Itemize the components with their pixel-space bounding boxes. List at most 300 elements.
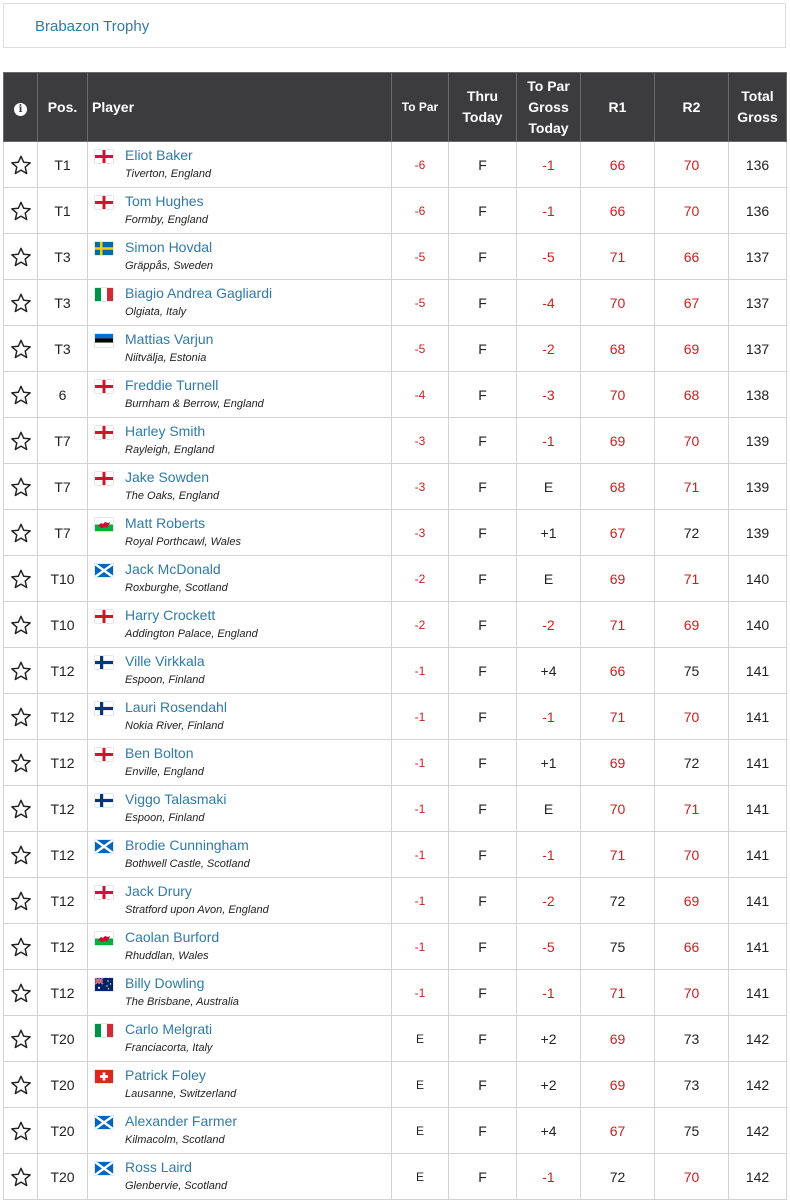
round-2: 75 <box>655 648 729 694</box>
player-club: Gräppås, Sweden <box>125 260 214 272</box>
header-thru-today[interactable] <box>449 73 517 142</box>
player-cell <box>88 970 392 1016</box>
total-gross: 140 <box>729 602 787 648</box>
favorite-cell[interactable] <box>4 970 38 1016</box>
to-par: -6 <box>392 142 449 188</box>
player-row[interactable] <box>4 832 787 878</box>
header-r2[interactable]: R2 <box>655 73 729 142</box>
player-name[interactable]: Matt Roberts <box>125 515 206 531</box>
favorite-cell[interactable] <box>4 326 38 372</box>
round-1: 75 <box>581 924 655 970</box>
total-gross: 142 <box>729 1108 787 1154</box>
favorite-cell[interactable] <box>4 1154 38 1200</box>
player-row[interactable] <box>4 924 787 970</box>
player-cell <box>88 418 392 464</box>
to-par: -1 <box>392 786 449 832</box>
estonia-flag-icon <box>95 334 113 347</box>
thru-today: F <box>449 832 517 878</box>
to-par-gross-today: -2 <box>517 602 581 648</box>
australia-flag-icon <box>95 978 113 991</box>
header-thru-line2: Today <box>462 109 503 125</box>
player-row[interactable] <box>4 1108 787 1154</box>
favorite-cell[interactable] <box>4 786 38 832</box>
player-club: Kilmacolm, Scotland <box>125 1134 225 1146</box>
leaderboard-table <box>3 72 787 1200</box>
round-2: 71 <box>655 786 729 832</box>
round-1: 67 <box>581 510 655 556</box>
player-name[interactable]: Billy Dowling <box>125 975 205 991</box>
favorite-cell[interactable] <box>4 142 38 188</box>
player-row[interactable] <box>4 418 787 464</box>
star-icon[interactable] <box>10 890 32 912</box>
to-par: E <box>392 1016 449 1062</box>
to-par-gross-today: -4 <box>517 280 581 326</box>
to-par-gross-today: +4 <box>517 648 581 694</box>
round-2: 68 <box>655 372 729 418</box>
round-2: 72 <box>655 510 729 556</box>
position: T20 <box>38 1016 88 1062</box>
thru-today: F <box>449 648 517 694</box>
round-1: 69 <box>581 1062 655 1108</box>
thru-today: F <box>449 280 517 326</box>
player-name[interactable]: Jack McDonald <box>125 561 221 577</box>
total-gross: 139 <box>729 464 787 510</box>
header-r1[interactable]: R1 <box>581 73 655 142</box>
position: T1 <box>38 142 88 188</box>
player-cell <box>88 234 392 280</box>
total-gross: 141 <box>729 740 787 786</box>
favorite-cell[interactable] <box>4 234 38 280</box>
player-club: Royal Porthcawl, Wales <box>125 536 241 548</box>
player-name[interactable]: Harry Crockett <box>125 607 216 623</box>
position: T10 <box>38 556 88 602</box>
player-name[interactable]: Ross Laird <box>125 1159 192 1175</box>
player-cell <box>88 740 392 786</box>
player-cell <box>88 924 392 970</box>
to-par-gross-today: -5 <box>517 234 581 280</box>
thru-today: F <box>449 602 517 648</box>
player-club: Tiverton, England <box>125 168 212 180</box>
thru-today: F <box>449 740 517 786</box>
player-cell <box>88 832 392 878</box>
sweden-flag-icon <box>95 242 113 255</box>
to-par: -1 <box>392 832 449 878</box>
round-2: 73 <box>655 1016 729 1062</box>
star-icon[interactable] <box>10 660 32 682</box>
player-club: Nokia River, Finland <box>125 720 224 732</box>
favorite-cell[interactable] <box>4 280 38 326</box>
player-row[interactable] <box>4 1016 787 1062</box>
star-icon[interactable] <box>10 798 32 820</box>
player-name[interactable]: Carlo Melgrati <box>125 1021 213 1037</box>
player-name[interactable]: Freddie Turnell <box>125 377 219 393</box>
star-icon[interactable] <box>10 568 32 590</box>
player-row[interactable] <box>4 372 787 418</box>
header-total-line2: Gross <box>737 109 778 125</box>
thru-today: F <box>449 372 517 418</box>
to-par: -2 <box>392 556 449 602</box>
star-icon[interactable] <box>10 338 32 360</box>
total-gross: 139 <box>729 418 787 464</box>
player-club: Enville, England <box>125 766 204 778</box>
total-gross: 136 <box>729 142 787 188</box>
total-gross: 141 <box>729 832 787 878</box>
player-row[interactable] <box>4 970 787 1016</box>
star-icon[interactable] <box>10 614 32 636</box>
total-gross: 141 <box>729 648 787 694</box>
favorite-cell[interactable] <box>4 740 38 786</box>
to-par: E <box>392 1108 449 1154</box>
player-row[interactable] <box>4 602 787 648</box>
total-gross: 142 <box>729 1154 787 1200</box>
player-club: Bothwell Castle, Scotland <box>125 858 250 870</box>
round-1: 71 <box>581 234 655 280</box>
total-gross: 142 <box>729 1016 787 1062</box>
position: T20 <box>38 1062 88 1108</box>
to-par-gross-today: -5 <box>517 924 581 970</box>
player-row[interactable] <box>4 234 787 280</box>
favorite-cell[interactable] <box>4 1016 38 1062</box>
round-2: 70 <box>655 970 729 1016</box>
round-1: 66 <box>581 188 655 234</box>
player-club: Lausanne, Switzerland <box>125 1088 237 1100</box>
position: T1 <box>38 188 88 234</box>
header-gross-line1: To Par <box>527 77 570 94</box>
star-icon[interactable] <box>10 844 32 866</box>
header-total-line1: Total <box>741 88 774 104</box>
round-2: 69 <box>655 602 729 648</box>
to-par: E <box>392 1154 449 1200</box>
player-row[interactable] <box>4 188 787 234</box>
thru-today: F <box>449 464 517 510</box>
player-name[interactable]: Lauri Rosendahl <box>125 699 227 715</box>
favorite-cell[interactable] <box>4 1062 38 1108</box>
star-icon[interactable] <box>10 1166 32 1188</box>
player-name[interactable]: Tom Hughes <box>125 193 204 209</box>
round-1: 69 <box>581 740 655 786</box>
round-2: 70 <box>655 832 729 878</box>
thru-today: F <box>449 142 517 188</box>
player-club: The Brisbane, Australia <box>125 996 239 1008</box>
to-par-gross-today: +2 <box>517 1016 581 1062</box>
favorite-cell[interactable] <box>4 878 38 924</box>
position: T12 <box>38 694 88 740</box>
scotland-flag-icon <box>95 840 113 853</box>
player-cell <box>88 142 392 188</box>
to-par-gross-today: -1 <box>517 188 581 234</box>
player-club: Addington Palace, England <box>125 628 258 640</box>
position: T7 <box>38 510 88 556</box>
total-gross: 141 <box>729 924 787 970</box>
to-par-gross-today: -1 <box>517 832 581 878</box>
favorite-cell[interactable] <box>4 418 38 464</box>
thru-today: F <box>449 188 517 234</box>
position: T12 <box>38 878 88 924</box>
position: T3 <box>38 280 88 326</box>
thru-today: F <box>449 556 517 602</box>
favorite-cell[interactable] <box>4 832 38 878</box>
player-club: Rayleigh, England <box>125 444 215 456</box>
scotland-flag-icon <box>95 1116 113 1129</box>
player-cell <box>88 326 392 372</box>
player-club: Espoon, Finland <box>125 674 205 686</box>
round-1: 69 <box>581 556 655 602</box>
player-row[interactable] <box>4 1062 787 1108</box>
player-row[interactable] <box>4 740 787 786</box>
player-row[interactable] <box>4 878 787 924</box>
favorite-cell[interactable] <box>4 648 38 694</box>
player-name[interactable]: Brodie Cunningham <box>125 837 249 853</box>
england-flag-icon <box>95 196 113 209</box>
header-pos[interactable]: Pos. <box>38 73 88 142</box>
round-2: 71 <box>655 556 729 602</box>
player-club: Burnham & Berrow, England <box>125 398 264 410</box>
player-name[interactable]: Ville Virkkala <box>125 653 205 669</box>
to-par: -4 <box>392 372 449 418</box>
player-name[interactable]: Jack Drury <box>125 883 192 899</box>
star-icon[interactable] <box>10 1120 32 1142</box>
player-row[interactable] <box>4 464 787 510</box>
header-info[interactable] <box>4 73 38 142</box>
round-1: 71 <box>581 970 655 1016</box>
thru-today: F <box>449 1062 517 1108</box>
round-1: 68 <box>581 464 655 510</box>
to-par: E <box>392 1062 449 1108</box>
to-par-gross-today: -2 <box>517 326 581 372</box>
header-gross-today[interactable] <box>517 73 581 142</box>
switzerland-flag-icon <box>95 1070 113 1083</box>
player-club: Roxburghe, Scotland <box>125 582 228 594</box>
england-flag-icon <box>95 748 113 761</box>
player-club: Formby, England <box>125 214 208 226</box>
total-gross: 136 <box>729 188 787 234</box>
player-row[interactable] <box>4 556 787 602</box>
round-1: 69 <box>581 418 655 464</box>
to-par-gross-today: +2 <box>517 1062 581 1108</box>
star-icon[interactable] <box>10 476 32 498</box>
position: T12 <box>38 786 88 832</box>
competition-title[interactable]: Brabazon Trophy <box>35 18 150 35</box>
finland-flag-icon <box>95 702 113 715</box>
player-cell <box>88 602 392 648</box>
position: T12 <box>38 648 88 694</box>
player-club: Franciacorta, Italy <box>125 1042 213 1054</box>
round-2: 70 <box>655 142 729 188</box>
favorite-cell[interactable] <box>4 924 38 970</box>
thru-today: F <box>449 786 517 832</box>
thru-today: F <box>449 924 517 970</box>
position: T20 <box>38 1108 88 1154</box>
round-1: 71 <box>581 832 655 878</box>
star-icon[interactable] <box>10 522 32 544</box>
total-gross: 141 <box>729 694 787 740</box>
round-2: 70 <box>655 694 729 740</box>
favorite-cell[interactable] <box>4 1108 38 1154</box>
star-icon[interactable] <box>10 752 32 774</box>
total-gross: 141 <box>729 970 787 1016</box>
to-par-gross-today: -1 <box>517 1154 581 1200</box>
round-2: 66 <box>655 924 729 970</box>
header-gross-line2: Gross <box>528 98 569 115</box>
position: 6 <box>38 372 88 418</box>
player-cell <box>88 510 392 556</box>
round-1: 70 <box>581 786 655 832</box>
player-row[interactable] <box>4 1154 787 1200</box>
to-par-gross-today: E <box>517 556 581 602</box>
position: T12 <box>38 924 88 970</box>
header-gross-line3: Today <box>528 119 569 136</box>
player-cell <box>88 556 392 602</box>
to-par-gross-today: -1 <box>517 142 581 188</box>
player-cell <box>88 786 392 832</box>
to-par-gross-today: E <box>517 786 581 832</box>
player-name[interactable]: Mattias Varjun <box>125 331 214 347</box>
total-gross: 142 <box>729 1062 787 1108</box>
to-par: -3 <box>392 464 449 510</box>
round-1: 71 <box>581 602 655 648</box>
player-club: Olgiata, Italy <box>125 306 187 318</box>
position: T7 <box>38 418 88 464</box>
round-1: 68 <box>581 326 655 372</box>
round-2: 72 <box>655 740 729 786</box>
player-cell <box>88 280 392 326</box>
player-name[interactable]: Jake Sowden <box>125 469 210 485</box>
to-par-gross-today: +1 <box>517 510 581 556</box>
to-par: -1 <box>392 694 449 740</box>
to-par-gross-today: -1 <box>517 694 581 740</box>
star-icon[interactable] <box>10 430 32 452</box>
star-icon[interactable] <box>10 1074 32 1096</box>
player-row[interactable] <box>4 786 787 832</box>
position: T12 <box>38 970 88 1016</box>
to-par: -6 <box>392 188 449 234</box>
favorite-cell[interactable] <box>4 602 38 648</box>
italy-flag-icon <box>95 288 113 301</box>
star-icon[interactable] <box>10 154 32 176</box>
round-2: 66 <box>655 234 729 280</box>
player-row[interactable] <box>4 280 787 326</box>
to-par-gross-today: -2 <box>517 878 581 924</box>
star-icon[interactable] <box>10 246 32 268</box>
round-1: 67 <box>581 1108 655 1154</box>
player-name[interactable]: Biagio Andrea Gagliardi <box>125 285 273 301</box>
to-par: -3 <box>392 510 449 556</box>
position: T20 <box>38 1154 88 1200</box>
total-gross: 137 <box>729 280 787 326</box>
scotland-flag-icon <box>95 564 113 577</box>
round-2: 67 <box>655 280 729 326</box>
player-row[interactable] <box>4 694 787 740</box>
to-par: -5 <box>392 234 449 280</box>
round-1: 72 <box>581 1154 655 1200</box>
player-name[interactable]: Caolan Burford <box>125 929 220 945</box>
star-icon[interactable] <box>10 292 32 314</box>
round-1: 70 <box>581 372 655 418</box>
favorite-cell[interactable] <box>4 188 38 234</box>
round-2: 71 <box>655 464 729 510</box>
competition-title-box <box>3 3 786 48</box>
player-name[interactable]: Viggo Talasmaki <box>125 791 227 807</box>
player-row[interactable] <box>4 326 787 372</box>
total-gross: 141 <box>729 786 787 832</box>
round-2: 69 <box>655 326 729 372</box>
to-par: -5 <box>392 326 449 372</box>
round-2: 75 <box>655 1108 729 1154</box>
player-cell <box>88 464 392 510</box>
england-flag-icon <box>95 150 113 163</box>
player-cell <box>88 878 392 924</box>
thru-today: F <box>449 510 517 556</box>
thru-today: F <box>449 1108 517 1154</box>
to-par: -3 <box>392 418 449 464</box>
star-icon[interactable] <box>10 982 32 1004</box>
player-row[interactable] <box>4 510 787 556</box>
favorite-cell[interactable] <box>4 510 38 556</box>
scotland-flag-icon <box>95 1162 113 1175</box>
player-cell <box>88 648 392 694</box>
to-par-gross-today: +1 <box>517 740 581 786</box>
header-player[interactable]: Player <box>88 73 392 142</box>
favorite-cell[interactable] <box>4 556 38 602</box>
player-name[interactable]: Simon Hovdal <box>125 239 213 255</box>
total-gross: 137 <box>729 326 787 372</box>
player-name[interactable]: Patrick Foley <box>125 1067 206 1083</box>
favorite-cell[interactable] <box>4 372 38 418</box>
thru-today: F <box>449 694 517 740</box>
player-row[interactable] <box>4 648 787 694</box>
header-row <box>4 73 787 142</box>
wales-flag-icon <box>95 518 113 531</box>
player-name[interactable]: Eliot Baker <box>125 147 193 163</box>
total-gross: 137 <box>729 234 787 280</box>
star-icon[interactable] <box>10 706 32 728</box>
to-par-gross-today: -3 <box>517 372 581 418</box>
round-1: 66 <box>581 142 655 188</box>
to-par-gross-today: -1 <box>517 418 581 464</box>
round-1: 66 <box>581 648 655 694</box>
round-2: 69 <box>655 878 729 924</box>
italy-flag-icon <box>95 1024 113 1037</box>
header-to-par[interactable]: To Par <box>392 73 449 142</box>
star-icon[interactable] <box>10 936 32 958</box>
player-name[interactable]: Harley Smith <box>125 423 206 439</box>
info-icon[interactable]: i <box>14 103 27 116</box>
round-1: 69 <box>581 1016 655 1062</box>
to-par: -1 <box>392 878 449 924</box>
position: T12 <box>38 832 88 878</box>
star-icon[interactable] <box>10 200 32 222</box>
finland-flag-icon <box>95 794 113 807</box>
position: T12 <box>38 740 88 786</box>
star-icon[interactable] <box>10 1028 32 1050</box>
header-total-gross[interactable] <box>729 73 787 142</box>
thru-today: F <box>449 234 517 280</box>
player-name[interactable]: Ben Bolton <box>125 745 194 761</box>
player-cell <box>88 1108 392 1154</box>
star-icon[interactable] <box>10 384 32 406</box>
header-thru-line1: Thru <box>466 88 499 104</box>
position: T3 <box>38 234 88 280</box>
player-row[interactable] <box>4 142 787 188</box>
player-club: The Oaks, England <box>125 490 220 502</box>
favorite-cell[interactable] <box>4 464 38 510</box>
player-cell <box>88 188 392 234</box>
wales-flag-icon <box>95 932 113 945</box>
favorite-cell[interactable] <box>4 694 38 740</box>
player-name[interactable]: Alexander Farmer <box>125 1113 238 1129</box>
to-par-gross-today: +4 <box>517 1108 581 1154</box>
player-cell <box>88 372 392 418</box>
